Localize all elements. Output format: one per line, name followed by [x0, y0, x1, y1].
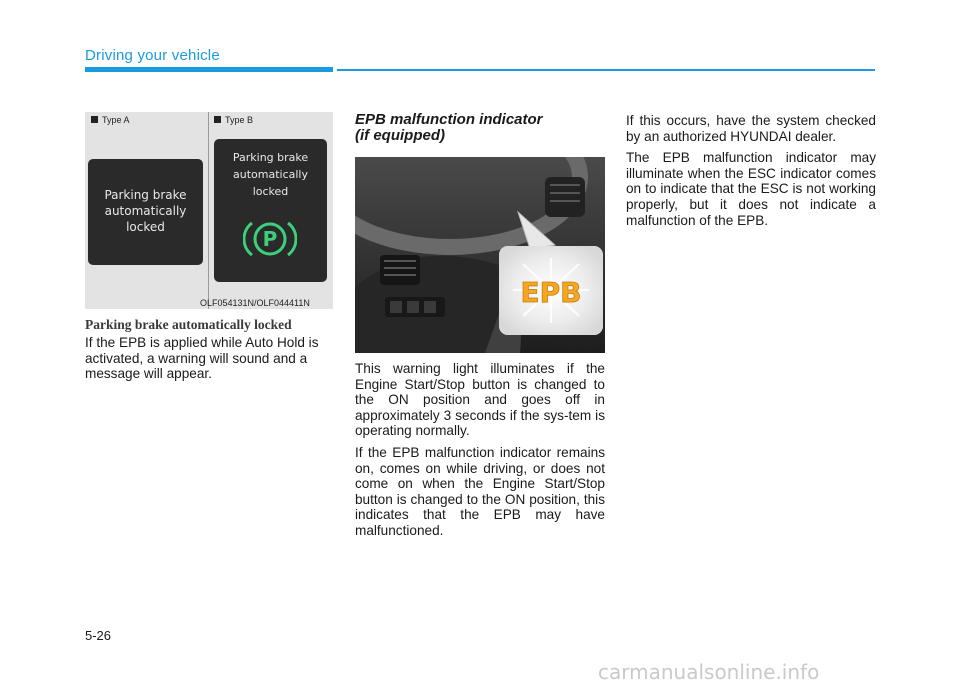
epb-indicator-icon	[499, 246, 603, 335]
section-title: Driving your vehicle	[85, 47, 220, 64]
middle-paragraph-1: This warning light illuminates if the Engine Start/Stop button is changed to the ON position and goes off in approximately 3 seconds if the sys-tem is operating normally.	[355, 361, 605, 439]
type-b-label: Type B	[214, 115, 253, 125]
subheading: Parking brake automatically locked	[85, 317, 292, 332]
dashboard-epb-photo	[355, 157, 605, 353]
parking-brake-message-figure	[85, 112, 333, 309]
panel-b-line-3: locked	[252, 185, 289, 198]
figure-divider	[208, 112, 209, 309]
middle-paragraph-2: If the EPB malfunction indicator remains on, comes on while driving, or does not come on when the Engine Start/Stop button is changed to the ON position, this indicates that the EPB may have malfunctioned.	[355, 444, 605, 538]
middle-body-text	[355, 361, 605, 545]
type-a-label: Type A	[91, 115, 130, 125]
watermark: carmanualsonline.info	[598, 660, 820, 684]
epb-title-line-2: (if equipped)	[355, 127, 445, 144]
panel-b-line-1: Parking brake	[232, 151, 309, 164]
right-paragraph-2: The EPB malfunction indicator may illuminate when the ESC indicator comes on to indicate that the ESC is not working properly, but it does not indicate a malfunction of the EPB.	[626, 150, 876, 228]
epb-title-line-1: EPB malfunction indicator	[355, 111, 543, 128]
square-bullet-icon	[214, 116, 221, 123]
figure-code-left: OLF054131N/OLF044411N	[200, 298, 310, 308]
panel-a-line-2: automatically	[104, 204, 187, 218]
svg-text:P: P	[262, 227, 278, 251]
left-body-text: If the EPB is applied while Auto Hold is activated, a warning will sound and a message will appear.	[85, 335, 319, 382]
cluster-message-panel-type-a	[88, 159, 203, 265]
cluster-message-panel-type-b	[214, 139, 327, 282]
page-number: 5-26	[85, 628, 112, 643]
right-paragraph-1: If this occurs, have the system checked by an authorized HYUNDAI dealer.	[626, 113, 876, 144]
right-body-text	[626, 113, 876, 234]
panel-a-line-1: Parking brake	[104, 188, 187, 202]
svg-text:EPB: EPB	[520, 276, 582, 309]
epb-section-title	[355, 112, 615, 144]
header-rule-thick	[85, 67, 333, 72]
epb-warning-light-callout	[499, 246, 603, 335]
header-rule-thin	[337, 69, 875, 71]
panel-b-line-2: automatically	[233, 168, 308, 181]
parking-brake-p-icon	[243, 217, 297, 261]
square-bullet-icon	[91, 116, 98, 123]
figure-code-middle: OLF054022	[548, 340, 596, 350]
panel-a-line-3: locked	[126, 220, 165, 234]
